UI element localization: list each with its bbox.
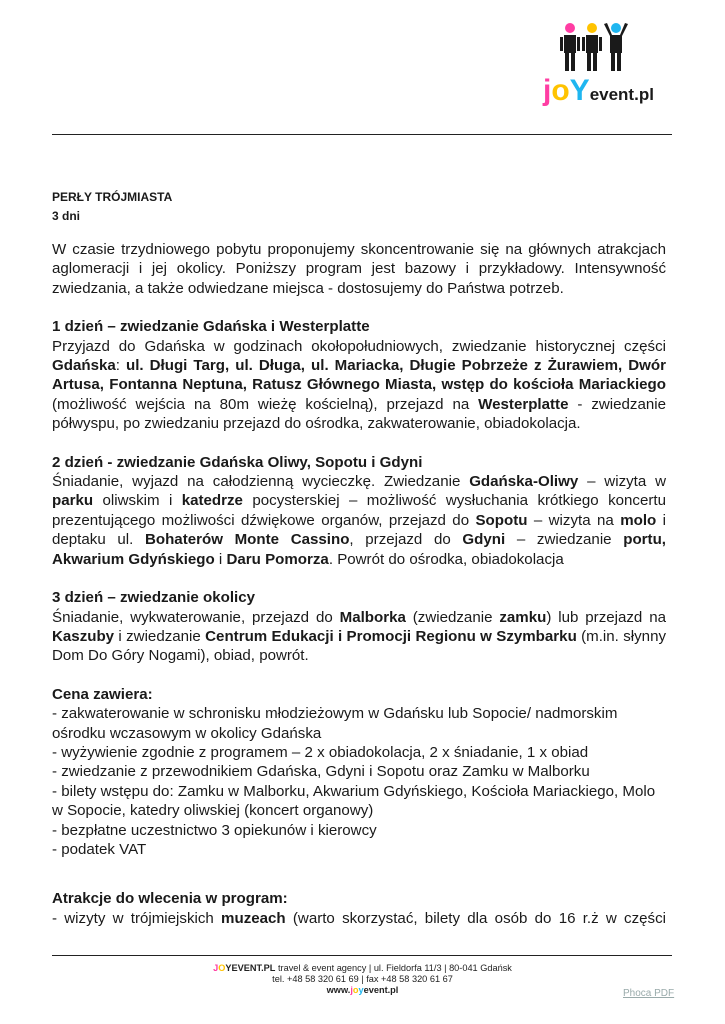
price-item: - bezpłatne uczestnictwo 3 opiekunów i kierowcy — [52, 821, 377, 839]
price-item: - zwiedzanie z przewodnikiem Gdańska, Gdyni i Sopotu oraz Zamku w Malborku — [52, 763, 590, 781]
logo-wordmark: joYevent.pl — [543, 74, 654, 107]
footer-website[interactable]: www.joyevent.pl — [326, 984, 399, 995]
day1-section — [52, 317, 666, 433]
day1-text: Przyjazd do Gdańska w godzinach okołopołudniowych, zwiedzanie historycznej części Gdańska: ul. Długi Targ, ul. Długa, ul. Mariacka, Długie Pobrzeże z Żurawiem, Dwór Artusa, Fontanna Neptuna, Ratusz Głównego Miasta, wstęp do kościoła Mariackiego (możliwość wejścia na 80m wieżę kościelną), przejazd na Westerplatte - zwiedzanie półwyspu, po zwiedzaniu przejazd do ośrodka, zakwaterowanie, obiadokolacja. — [52, 337, 666, 433]
attractions-section — [52, 889, 666, 928]
phoca-pdf-link[interactable]: Phoca PDF — [623, 988, 675, 999]
document-body — [52, 188, 666, 928]
price-item: - zakwaterowanie w schronisku młodzieżowym w Gdańsku lub Sopocie/ nadmorskim ośrodku wczasowym w okolicy Gdańska — [52, 705, 618, 742]
price-item: - podatek VAT — [52, 840, 147, 858]
footer — [0, 963, 725, 995]
footer-line-1: JOYEVENT.PL travel & event agency | ul. Fieldorfa 11/3 | 80-041 Gdańsk — [213, 963, 512, 973]
people-figures-icon — [538, 20, 658, 80]
price-section — [52, 685, 666, 860]
attractions-text: - wizyty w trójmiejskich muzeach (warto skorzystać, bilety dla osób do 16 r.ż w części — [52, 909, 666, 927]
day3-heading: 3 dzień – zwiedzanie okolicy — [52, 589, 255, 607]
attractions-heading: Atrakcje do wlecenia w program: — [52, 890, 288, 908]
day2-section — [52, 453, 666, 569]
intro-paragraph: W czasie trzydniowego pobytu proponujemy skoncentrowanie się na głównych atrakcjach aglomeracji i jej okolicy. Poniższy program jest bazowy i przykładowy. Intensywność zwiedzania, a także odwiedzane miejsca - dostosujemy do Państwa potrzeb. — [52, 241, 666, 297]
day3-section — [52, 588, 666, 666]
footer-divider — [52, 955, 672, 956]
header-divider — [52, 134, 672, 135]
day3-text: Śniadanie, wykwaterowanie, przejazd do Malborka (zwiedzanie zamku) lub przejazd na Kaszuby i zwiedzanie Centrum Edukacji i Promocji Regionu w Szymbarku (m.in. słynny Dom Do Góry Nogami), obiad, powrót. — [52, 608, 667, 665]
price-heading: Cena zawiera: — [52, 685, 153, 703]
price-item: - wyżywienie zgodnie z programem – 2 x obiadokolacja, 2 x śniadanie, 1 x obiad — [52, 743, 589, 761]
day2-text: Śniadanie, wyjazd na całodzienną wycieczkę. Zwiedzanie Gdańska-Oliwy – wizyta w parku oliwskim i katedrze pocysterskiej – możliwość wysłuchania krótkiego koncertu prezentującego możliwości dźwiękowe organów, przejazd do Sopotu – wizyta na molo i deptaku ul. Bohaterów Monte Cassino, przejazd do Gdyni – zwiedzanie portu, Akwarium Gdyńskiego i Daru Pomorza. Powrót do ośrodka, obiadokolacja — [52, 473, 666, 568]
price-item: - bilety wstępu do: Zamku w Malborku, Akwarium Gdyńskiego, Kościoła Mariackiego, Molo w Sopocie, katedry oliwskiej (koncert organowy) — [52, 782, 656, 820]
day2-heading: 2 dzień - zwiedzanie Gdańska Oliwy, Sopotu i Gdyni — [52, 453, 423, 471]
document-duration: 3 dni — [52, 209, 81, 223]
document-title: PERŁY TRÓJMIASTA — [52, 190, 173, 204]
day1-heading: 1 dzień – zwiedzanie Gdańska i Westerplatte — [52, 318, 370, 336]
footer-line-2: tel. +48 58 320 61 69 | fax +48 58 320 61 67 — [272, 973, 453, 984]
